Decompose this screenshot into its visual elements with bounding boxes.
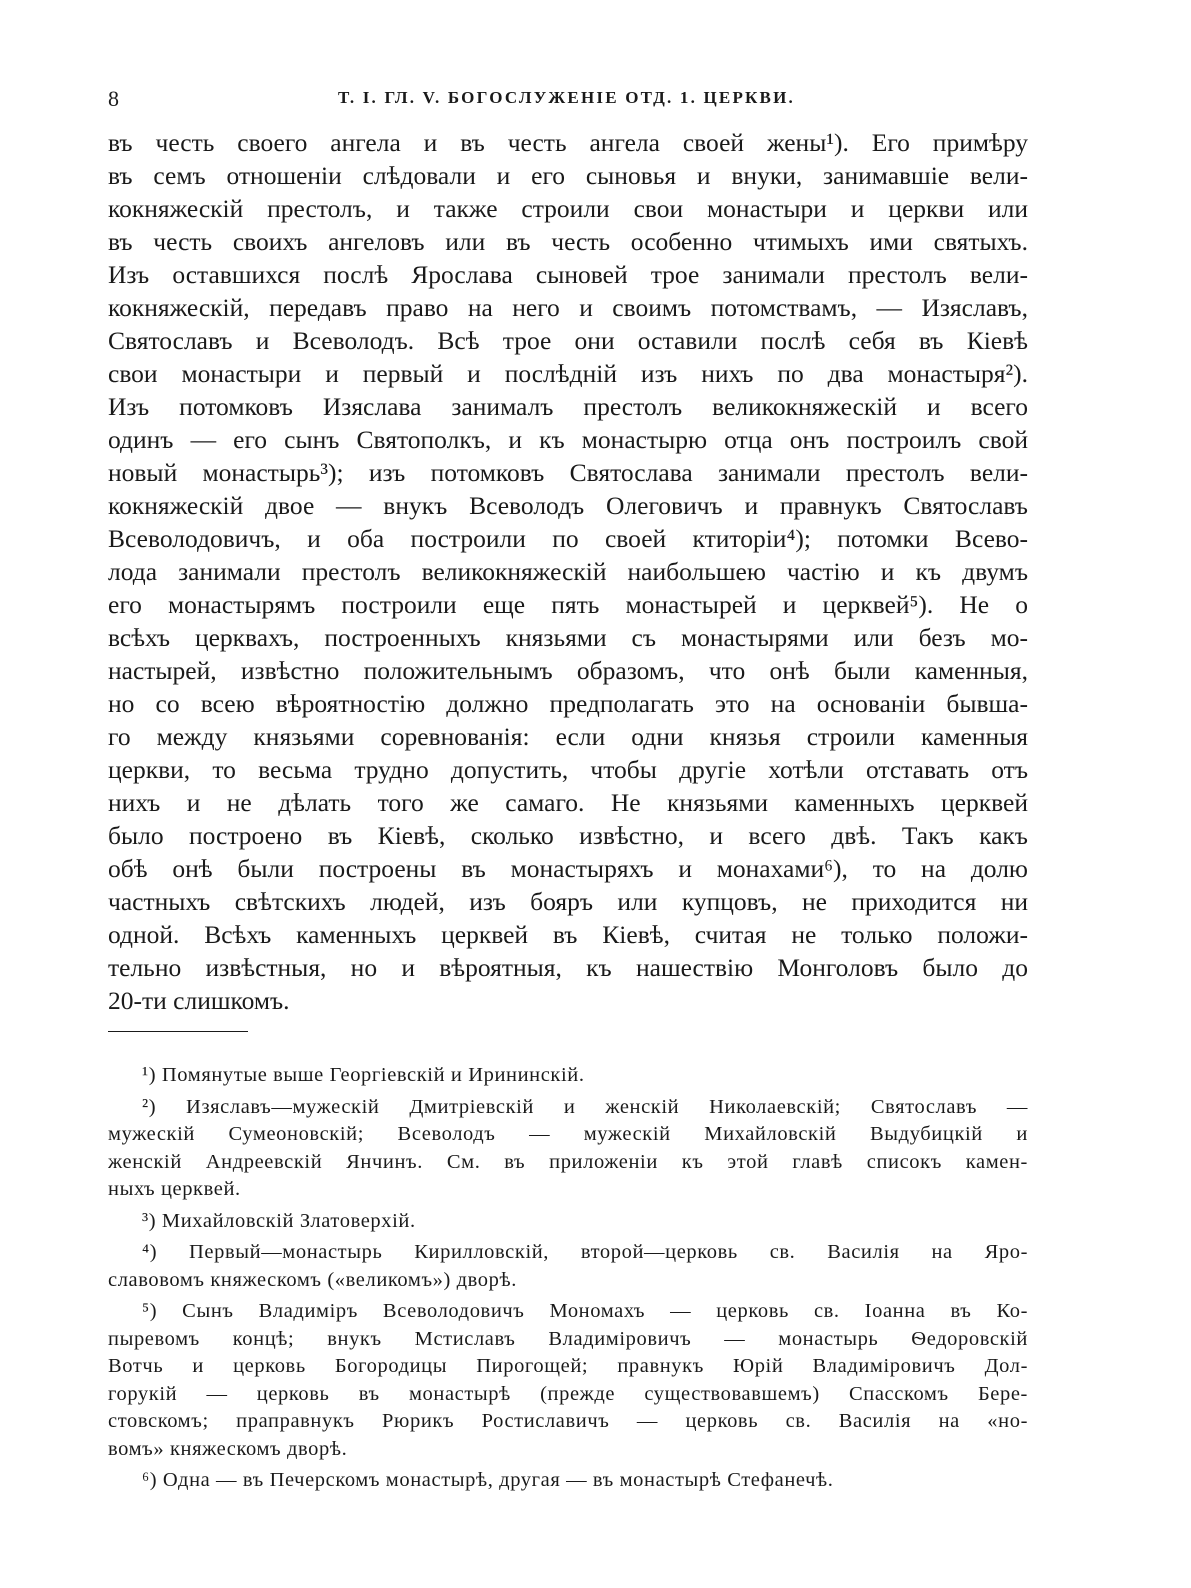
text-line: настырей, извѣстно положительнымъ образомъ, что онѣ были каменныя, xyxy=(108,656,1028,685)
text-line: тельно извѣстныя, но и вѣроятныя, къ нашествію Монголовъ было до xyxy=(108,953,1028,982)
text-line: нихъ и не дѣлать того же самаго. Не князьями каменныхъ церквей xyxy=(108,788,1028,817)
main-text xyxy=(108,126,1028,1017)
text-line: въ честь своего ангела и въ честь ангела своей жены¹). Его примѣру xyxy=(108,128,1028,157)
footnote-line: ныхъ церквей. xyxy=(108,1178,241,1200)
footnotes xyxy=(108,1062,1028,1495)
footnote-line: ⁵) Сынъ Владиміръ Всеволодовичъ Мономахъ — церковь св. Іоанна въ Ко- xyxy=(142,1300,1028,1322)
footnote-line: стовскомъ; праправнукъ Рюрикъ Ростиславичъ — церковь св. Василія на «но- xyxy=(108,1410,1028,1432)
footnote xyxy=(108,1062,1028,1090)
text-line: свои монастыри и первый и послѣдній изъ нихъ по два монастыря²). xyxy=(108,359,1028,388)
text-line: лода занимали престолъ великокняжескій наибольшею частію и къ двумъ xyxy=(108,557,1028,586)
text-line: Святославъ и Всеволодъ. Всѣ трое они оставили послѣ себя въ Кіевѣ xyxy=(108,326,1028,355)
footnote-line: пыревомъ концѣ; внукъ Мстиславъ Владиміровичъ — монастырь Ѳедоровскій xyxy=(108,1327,1028,1350)
footnote xyxy=(108,1298,1028,1463)
text-line: го между князьями соревнованія: если одни князья строили каменныя xyxy=(108,722,1028,751)
footnote-line: мужескій Сумеоновскій; Всеволодъ — мужескій Михайловскій Выдубицкій и xyxy=(108,1123,1028,1145)
footnote-line: горукій — церковь въ монастырѣ (прежде существовавшемъ) Спасскомъ Бере- xyxy=(108,1382,1028,1405)
text-line: Всеволодовичъ, и оба построили по своей ктиторіи⁴); потомки Всево- xyxy=(108,524,1028,553)
text-line: новый монастырь³); изъ потомковъ Святослава занимали престолъ вели- xyxy=(108,458,1028,487)
text-line: кокняжескій, передавъ право на него и своимъ потомствамъ, — Изяславъ, xyxy=(108,293,1028,322)
footnote-line: ⁶) Одна — въ Печерскомъ монастырѣ, другая — въ монастырѣ Стефанечѣ. xyxy=(142,1469,834,1491)
footnote-line: ³) Михайловскій Златоверхій. xyxy=(142,1209,416,1232)
footnote-line: ²) Изяславъ—мужескій Дмитріевскій и женскій Николаевскій; Святославъ — xyxy=(142,1095,1028,1118)
text-line: кокняжескій престолъ, и также строили свои монастыри и церкви или xyxy=(108,194,1028,223)
text-line: одинъ — его сынъ Святополкъ, и къ монастырю отца онъ построилъ свой xyxy=(108,425,1028,454)
text-line: кокняжескій двое — внукъ Всеволодъ Олеговичъ и правнукъ Святославъ xyxy=(108,491,1028,520)
footnote-line: женскій Андреевскій Янчинъ. См. въ приложеніи къ этой главѣ списокъ камен- xyxy=(108,1150,1028,1173)
text-line: частныхъ свѣтскихъ людей, изъ бояръ или купцовъ, не приходится ни xyxy=(108,887,1028,916)
running-head xyxy=(108,86,1028,116)
footnote xyxy=(108,1239,1028,1294)
text-line: было построено въ Кіевѣ, сколько извѣстно, и всего двѣ. Такъ какъ xyxy=(108,821,1028,850)
text-line: обѣ онѣ были построены въ монастыряхъ и монахами⁶), то на долю xyxy=(108,854,1028,883)
footnote-separator xyxy=(108,1031,248,1032)
footnote xyxy=(108,1467,1028,1495)
text-line: Изъ потомковъ Изяслава занималъ престолъ великокняжескій и всего xyxy=(108,392,1028,421)
text-line: всѣхъ церквахъ, построенныхъ князьями съ монастырями или безъ мо- xyxy=(108,623,1028,652)
text-line: въ честь своихъ ангеловъ или въ честь особенно чтимыхъ ими святыхъ. xyxy=(108,227,1028,256)
text-line: его монастырямъ построили еще пять монастырей и церквей⁵). Не о xyxy=(108,590,1028,619)
page-number: 8 xyxy=(108,86,119,111)
footnote-line: Вотчь и церковь Богородицы Пирогощей; правнукъ Юрій Владиміровичъ Дол- xyxy=(108,1355,1028,1377)
footnote-line: ⁴) Первый—монастырь Кирилловскій, второй—церковь св. Василія на Яро- xyxy=(142,1241,1028,1263)
running-title: Т. I. ГЛ. V. БОГОСЛУЖЕНІЕ ОТД. 1. ЦЕРКВИ. xyxy=(338,88,795,107)
text-line: Изъ оставшихся послѣ Ярослава сыновей трое занимали престолъ вели- xyxy=(108,260,1028,289)
text-line: въ семъ отношеніи слѣдовали и его сыновья и внуки, занимавшіе вели- xyxy=(108,161,1028,190)
footnote xyxy=(108,1094,1028,1204)
footnote xyxy=(108,1208,1028,1236)
footnote-line: вомъ» княжескомъ дворѣ. xyxy=(108,1437,348,1460)
footnote-line: славовомъ княжескомъ («великомъ») дворѣ. xyxy=(108,1268,517,1291)
text-line: 20-ти слишкомъ. xyxy=(108,986,290,1015)
text-line: церкви, то весьма трудно допустить, чтобы другіе хотѣли отставать отъ xyxy=(108,755,1028,784)
text-line: но со всею вѣроятностію должно предполагать это на основаніи бывша- xyxy=(108,689,1028,718)
text-line: одной. Всѣхъ каменныхъ церквей въ Кіевѣ, считая не только положи- xyxy=(108,920,1028,949)
footnote-line: ¹) Помянутые выше Георгіевскій и Ирининскій. xyxy=(142,1064,585,1086)
